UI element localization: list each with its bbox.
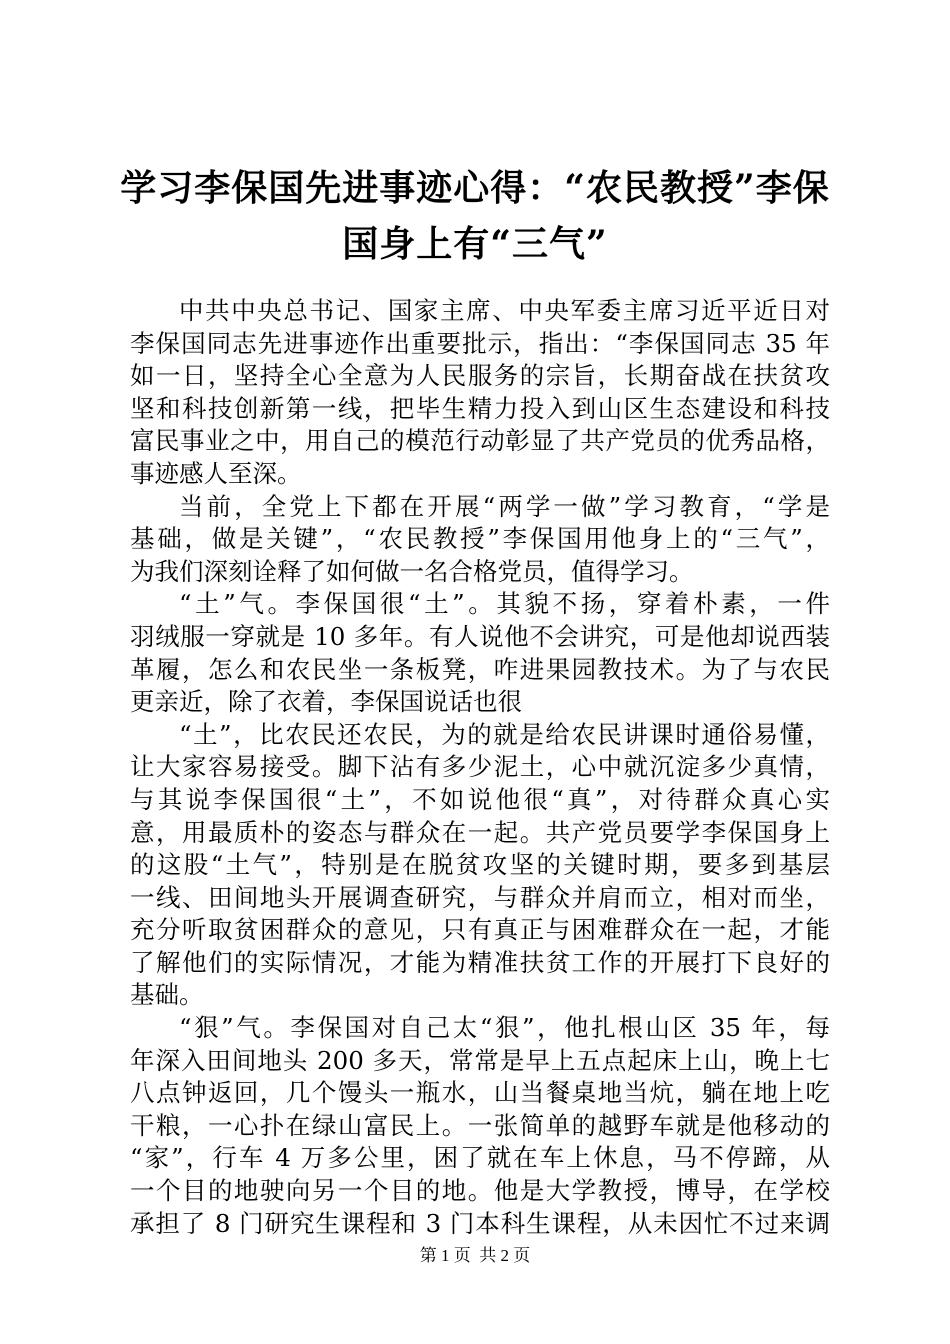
text-line: “土”，比农民还农民，为的就是给农民讲课时通俗易懂， bbox=[179, 719, 830, 749]
text-line: 与其说李保国很“土”，不如说他很“真”，对待群众真心实 bbox=[130, 784, 830, 814]
text-line: 年深入田间地头 200 多天，常常是早上五点起床上山，晚上七 bbox=[130, 1045, 830, 1075]
text-line: 革履，怎么和农民坐一条板凳，咋进果园教技术。为了与农民 bbox=[130, 654, 830, 684]
document-body bbox=[130, 295, 830, 1240]
paragraph bbox=[130, 491, 830, 589]
text-line: 当前，全党上下都在开展“两学一做”学习教育，“学是 bbox=[179, 491, 830, 521]
paragraph bbox=[130, 1012, 830, 1240]
text-line: 承担了 8 门研究生课程和 3 门本科生课程，从未因忙不过来调 bbox=[130, 1208, 830, 1238]
paragraph bbox=[130, 588, 830, 718]
text-line: 中共中央总书记、国家主席、中央军委主席习近平近日对 bbox=[179, 296, 830, 325]
page-footer bbox=[0, 1244, 950, 1268]
title-line: 国身上有“三气” bbox=[342, 223, 608, 265]
paragraph bbox=[130, 719, 830, 1012]
text-line: 干粮，一心扑在绿山富民上。一张简单的越野车就是他移动的 bbox=[130, 1110, 830, 1140]
document-title bbox=[120, 160, 830, 272]
text-line: 一个目的地驶向另一个目的地。他是大学教授，博导，在学校 bbox=[130, 1176, 830, 1206]
text-line: 如一日，坚持全心全意为人民服务的宗旨，长期奋战在扶贫攻 bbox=[130, 361, 830, 391]
text-line: 坚和科技创新第一线，把毕生精力投入到山区生态建设和科技 bbox=[130, 393, 830, 423]
text-line: 羽绒服一穿就是 10 多年。有人说他不会讲究，可是他却说西装 bbox=[130, 621, 830, 651]
text-line: 更亲近，除了衣着，李保国说话也很 bbox=[130, 687, 522, 717]
text-line: “家”，行车 4 万多公里，困了就在车上休息，马不停蹄，从 bbox=[130, 1143, 830, 1173]
text-line: 富民事业之中，用自己的模范行动彰显了共产党员的优秀品格， bbox=[130, 426, 830, 456]
text-line: 李保国同志先进事迹作出重要批示，指出：“李保国同志 35 年 bbox=[130, 328, 830, 358]
text-line: 为我们深刻诠释了如何做一名合格党员，值得学习。 bbox=[130, 556, 694, 586]
text-line: 的这股“土气”，特别是在脱贫攻坚的关键时期，要多到基层 bbox=[130, 850, 830, 880]
text-line: 一线、田间地头开展调查研究，与群众并肩而立，相对而坐， bbox=[130, 882, 830, 912]
text-line: 让大家容易接受。脚下沾有多少泥土，心中就沉淀多少真情， bbox=[130, 752, 830, 782]
paragraph bbox=[130, 295, 830, 491]
page-number: 第 1 页 共 2 页 bbox=[419, 1246, 531, 1265]
text-line: 八点钟返回，几个馒头一瓶水，山当餐桌地当炕，躺在地上吃 bbox=[130, 1078, 830, 1108]
text-line: 意，用最质朴的姿态与群众在一起。共产党员要学李保国身上 bbox=[130, 817, 830, 847]
text-line: 事迹感人至深。 bbox=[130, 458, 302, 488]
text-line: “土”气。李保国很“土”。其貌不扬，穿着朴素，一件 bbox=[179, 589, 830, 619]
text-line: 充分听取贫困群众的意见，只有真正与困难群众在一起，才能 bbox=[130, 915, 830, 945]
text-line: “狠”气。李保国对自己太“狠”，他扎根山区 35 年，每 bbox=[179, 1013, 830, 1043]
text-line: 了解他们的实际情况，才能为精准扶贫工作的开展打下良好的 bbox=[130, 947, 830, 977]
text-line: 基础。 bbox=[130, 980, 204, 1010]
text-line: 基础，做是关键”，“农民教授”李保国用他身上的“三气”， bbox=[130, 524, 830, 554]
title-line: 学习李保国先进事迹心得：“农民教授”李保 bbox=[120, 167, 830, 209]
